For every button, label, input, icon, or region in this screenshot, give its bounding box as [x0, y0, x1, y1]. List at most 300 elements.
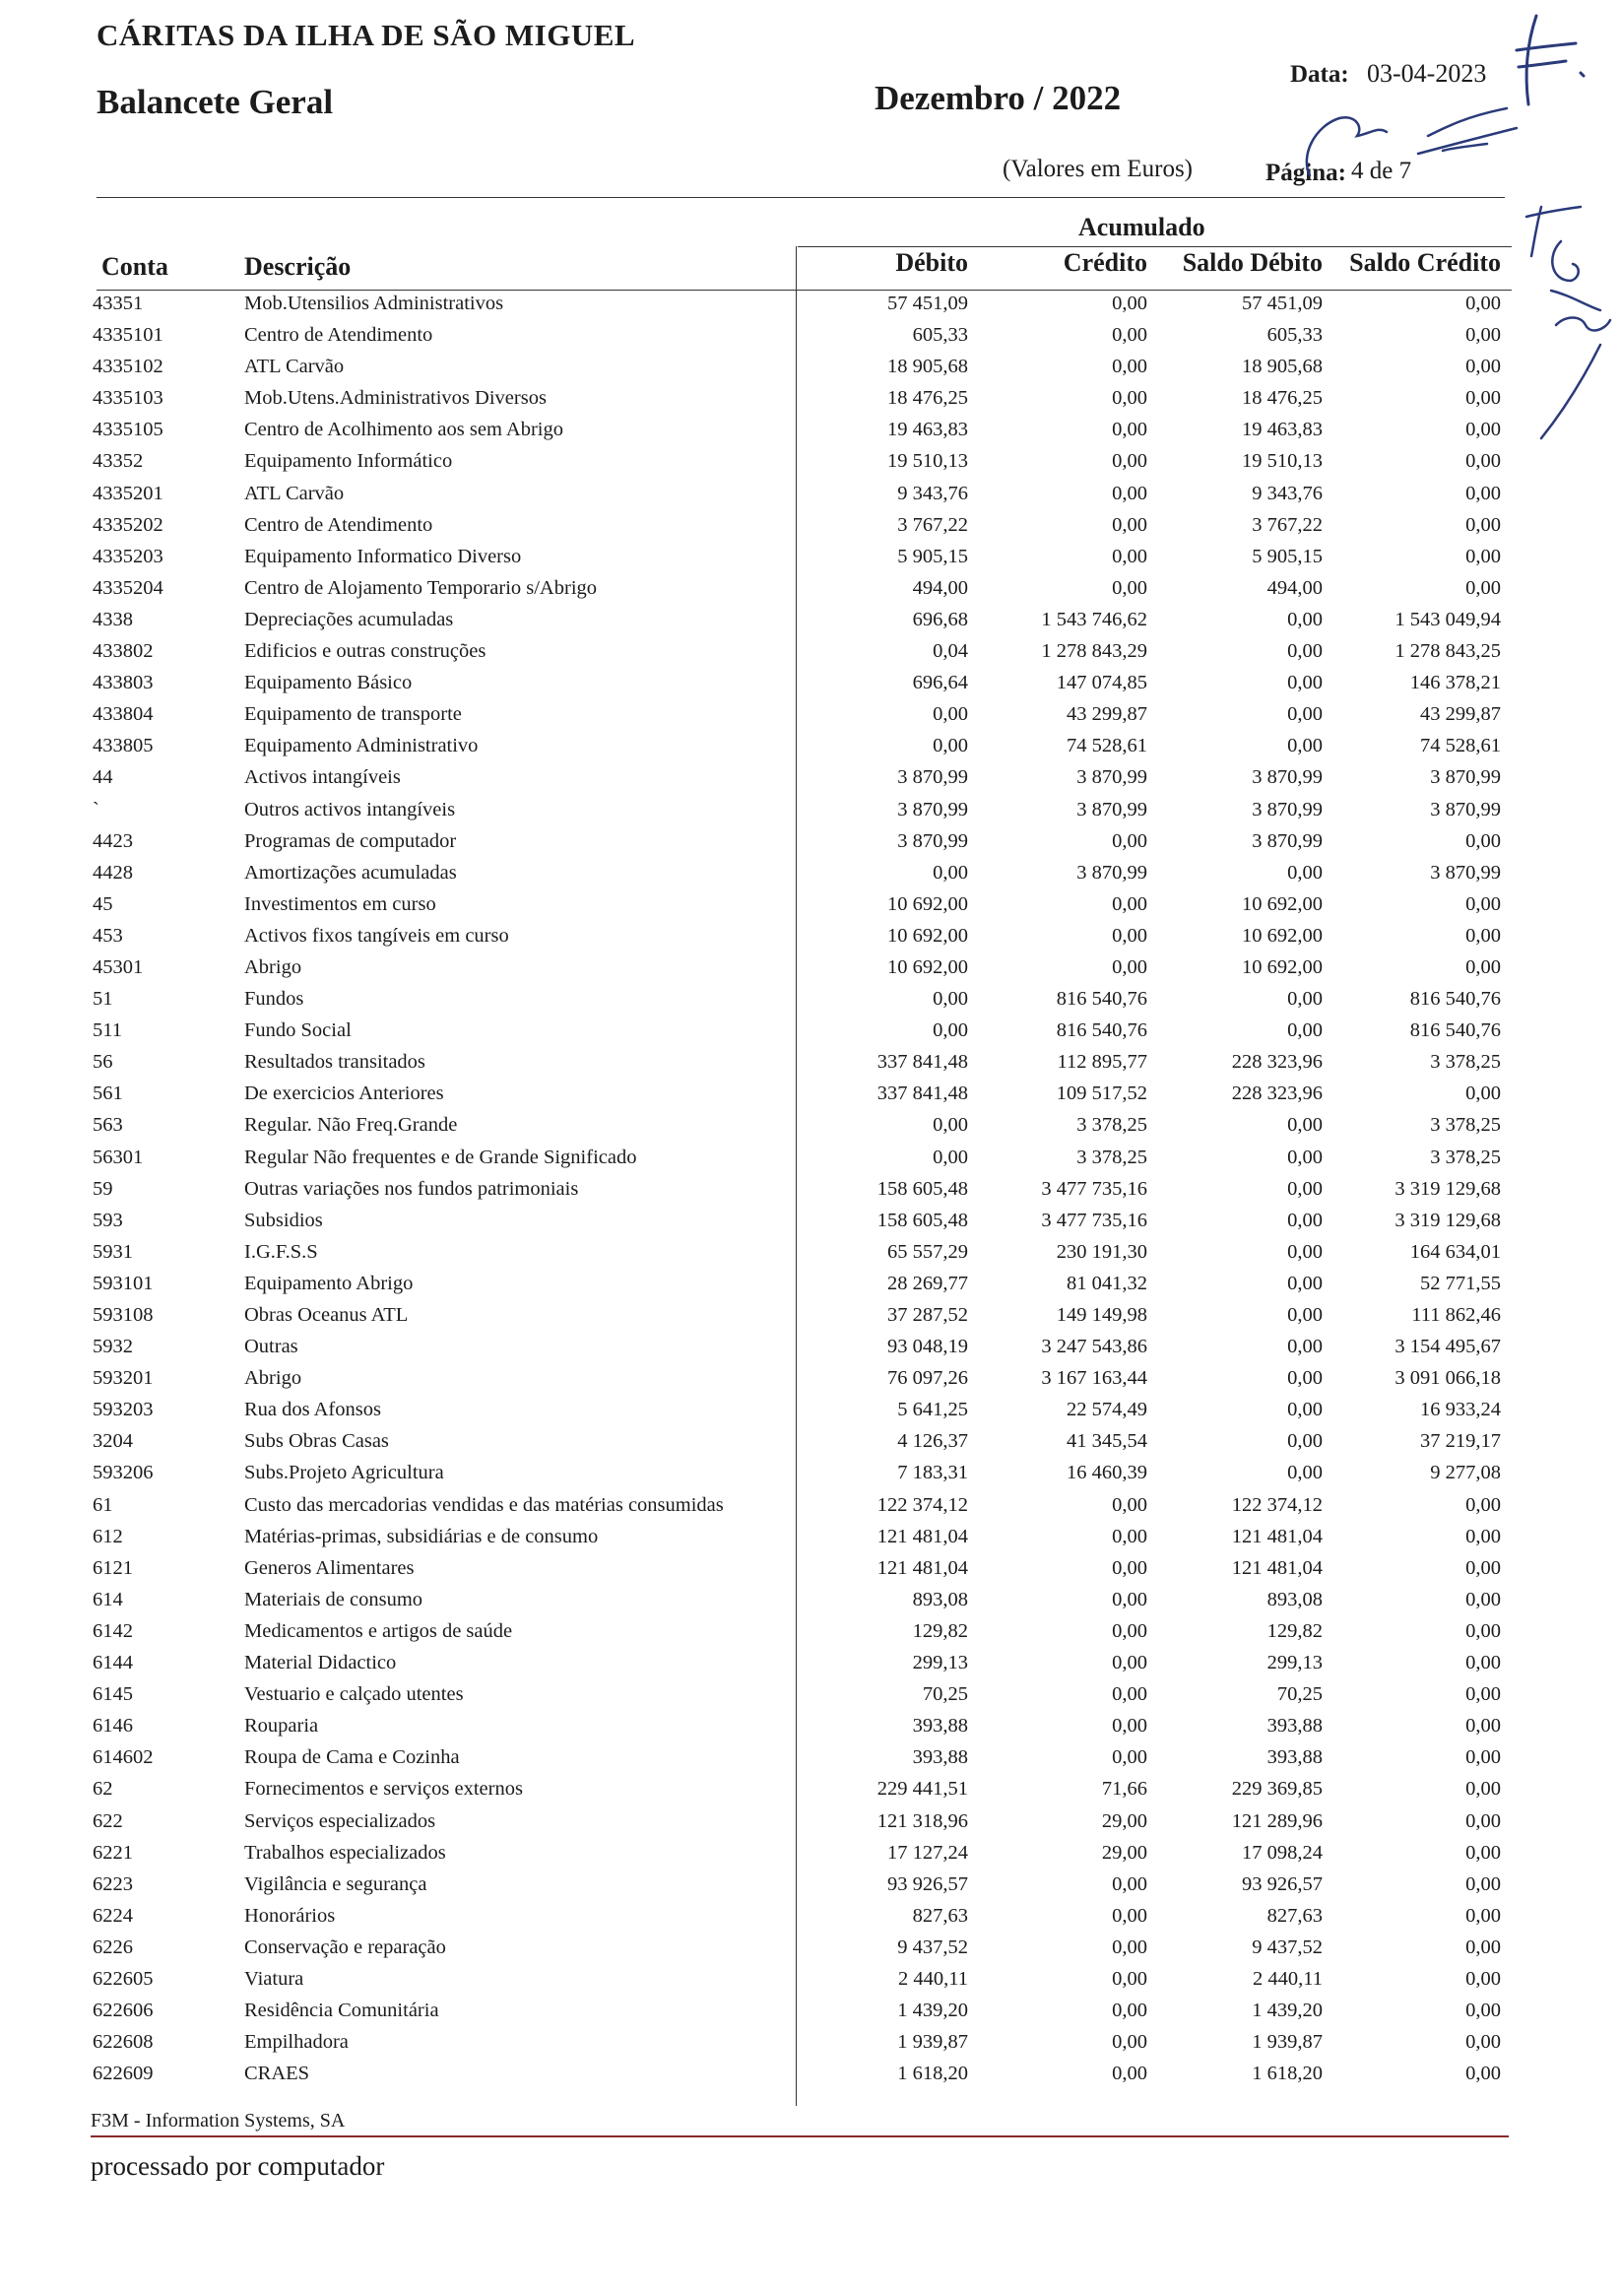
- credit-amount: 74 528,61: [1067, 735, 1147, 757]
- credit-balance-amount: 3 378,25: [1430, 1146, 1501, 1168]
- credit-balance-amount: 0,00: [1465, 513, 1501, 536]
- credit-balance-amount: 0,00: [1465, 1841, 1501, 1864]
- debit-balance-amount: 0,00: [1287, 1019, 1323, 1042]
- debit-balance-amount: 121 289,96: [1231, 1809, 1323, 1832]
- debit-amount: 18 905,68: [887, 356, 968, 378]
- account-description: Amortizações acumuladas: [244, 861, 457, 884]
- account-description: Empilhadora: [244, 2031, 349, 2054]
- signature-scribble-mark: [1270, 97, 1526, 190]
- table-row: [0, 1460, 1621, 1491]
- credit-balance-amount: 0,00: [1465, 576, 1501, 599]
- account-description: Programas de computador: [244, 829, 457, 852]
- debit-balance-amount: 10 692,00: [1242, 892, 1323, 915]
- account-code: 433805: [93, 735, 154, 757]
- credit-amount: 0,00: [1112, 1872, 1147, 1895]
- credit-amount: 0,00: [1112, 924, 1147, 947]
- credit-balance-amount: 0,00: [1465, 1556, 1501, 1579]
- debit-amount: 10 692,00: [887, 892, 968, 915]
- credit-balance-amount: 0,00: [1465, 356, 1501, 378]
- debit-balance-amount: 0,00: [1287, 1304, 1323, 1326]
- credit-amount: 3 247 543,86: [1041, 1336, 1147, 1358]
- debit-column-header: Débito: [895, 248, 968, 277]
- credit-balance-amount: 52 771,55: [1420, 1272, 1501, 1294]
- credit-amount: 22 574,49: [1067, 1399, 1147, 1421]
- debit-balance-amount: 393,88: [1266, 1746, 1323, 1769]
- debit-amount: 70,25: [922, 1683, 968, 1706]
- debit-amount: 3 767,22: [897, 513, 968, 536]
- credit-amount: 0,00: [1112, 513, 1147, 536]
- account-code: 4335204: [93, 576, 163, 599]
- table-row: [0, 607, 1621, 638]
- account-code: 6121: [93, 1556, 133, 1579]
- table-row: [0, 1492, 1621, 1524]
- account-code: 3204: [93, 1430, 133, 1453]
- table-row: [0, 512, 1621, 544]
- account-description: ATL Carvão: [244, 356, 345, 378]
- credit-balance-amount: 0,00: [1465, 1872, 1501, 1895]
- account-code: 4335102: [93, 356, 163, 378]
- credit-amount: 230 191,30: [1056, 1240, 1147, 1263]
- account-code: 4338: [93, 608, 133, 630]
- debit-amount: 158 605,48: [876, 1177, 968, 1200]
- debit-balance-amount: 0,00: [1287, 988, 1323, 1011]
- debit-amount: 3 870,99: [897, 766, 968, 789]
- account-description: Medicamentos e artigos de saúde: [244, 1619, 513, 1642]
- credit-balance-amount: 146 378,21: [1409, 672, 1501, 694]
- credit-amount: 3 870,99: [1076, 766, 1147, 789]
- debit-amount: 5 905,15: [897, 545, 968, 567]
- account-description: ATL Carvão: [244, 482, 345, 504]
- credit-balance-amount: 37 219,17: [1420, 1430, 1501, 1453]
- table-row: [0, 1776, 1621, 1807]
- credit-balance-amount: 9 277,08: [1430, 1462, 1501, 1484]
- credit-amount: 0,00: [1112, 1525, 1147, 1547]
- table-row: [0, 670, 1621, 701]
- account-code: 5932: [93, 1336, 133, 1358]
- account-code: 6144: [93, 1652, 133, 1674]
- debit-balance-amount: 19 510,13: [1242, 450, 1323, 473]
- table-row: [0, 1397, 1621, 1428]
- page-label: Página:: [1265, 160, 1346, 186]
- credit-balance-amount: 0,00: [1465, 1935, 1501, 1958]
- table-row: [0, 1081, 1621, 1112]
- credit-amount: 0,00: [1112, 1556, 1147, 1579]
- debit-balance-column-header: Saldo Débito: [1182, 248, 1323, 277]
- credit-amount: 0,00: [1112, 829, 1147, 852]
- account-description: Vigilância e segurança: [244, 1872, 427, 1895]
- account-code: 614602: [93, 1746, 154, 1769]
- table-row: [0, 1428, 1621, 1460]
- account-code: 43352: [93, 450, 144, 473]
- credit-amount: 112 895,77: [1057, 1051, 1147, 1074]
- table-row: [0, 1112, 1621, 1144]
- account-description: Equipamento Informático: [244, 450, 453, 473]
- account-description: Vestuario e calçado utentes: [244, 1683, 464, 1706]
- account-code: 6224: [93, 1904, 133, 1927]
- debit-balance-amount: 0,00: [1287, 1462, 1323, 1484]
- credit-balance-amount: 0,00: [1465, 450, 1501, 473]
- account-code: 62: [93, 1778, 113, 1801]
- table-row: [0, 575, 1621, 607]
- debit-balance-amount: 3 870,99: [1252, 766, 1323, 789]
- debit-amount: 0,00: [933, 1114, 968, 1137]
- account-code: 593108: [93, 1304, 154, 1326]
- credit-balance-amount: 3 870,99: [1430, 861, 1501, 884]
- table-row: [0, 1239, 1621, 1271]
- table-row: [0, 385, 1621, 417]
- credit-amount: 0,00: [1112, 293, 1147, 314]
- debit-balance-amount: 0,00: [1287, 703, 1323, 726]
- debit-balance-amount: 70,25: [1276, 1683, 1323, 1706]
- credit-balance-amount: 0,00: [1465, 545, 1501, 567]
- account-code: 593203: [93, 1399, 154, 1421]
- debit-amount: 93 926,57: [887, 1872, 968, 1895]
- debit-amount: 3 870,99: [897, 798, 968, 820]
- credit-balance-amount: 3 319 129,68: [1394, 1209, 1501, 1231]
- page-number: 4 de 7: [1351, 158, 1412, 184]
- table-row: [0, 1871, 1621, 1903]
- table-row: [0, 1618, 1621, 1650]
- debit-balance-amount: 10 692,00: [1242, 924, 1323, 947]
- debit-amount: 3 870,99: [897, 829, 968, 852]
- credit-balance-amount: 0,00: [1465, 924, 1501, 947]
- debit-amount: 121 481,04: [876, 1556, 968, 1579]
- debit-amount: 0,00: [933, 735, 968, 757]
- debit-balance-amount: 93 926,57: [1242, 1872, 1323, 1895]
- debit-amount: 2 440,11: [898, 1967, 968, 1990]
- credit-amount: 3 378,25: [1076, 1114, 1147, 1137]
- table-row: [0, 891, 1621, 923]
- credit-balance-amount: 3 091 066,18: [1394, 1367, 1501, 1390]
- credit-amount: 0,00: [1112, 892, 1147, 915]
- debit-amount: 696,68: [912, 608, 968, 630]
- table-row: [0, 1808, 1621, 1840]
- date-value: 03-04-2023: [1367, 59, 1487, 88]
- debit-amount: 37 287,52: [887, 1304, 968, 1326]
- account-description: Viatura: [244, 1967, 304, 1990]
- debit-balance-amount: 0,00: [1287, 1399, 1323, 1421]
- account-description: Depreciações acumuladas: [244, 608, 454, 630]
- account-description: Fornecimentos e serviços externos: [244, 1778, 523, 1801]
- credit-balance-amount: 164 634,01: [1409, 1240, 1501, 1263]
- credit-amount: 3 378,25: [1076, 1146, 1147, 1168]
- table-row: [0, 1744, 1621, 1776]
- debit-amount: 0,00: [933, 861, 968, 884]
- account-description: Residência Comunitária: [244, 2000, 439, 2022]
- debit-amount: 0,00: [933, 1019, 968, 1042]
- table-row: [0, 1935, 1621, 1966]
- credit-amount: 71,66: [1101, 1778, 1147, 1801]
- debit-balance-amount: 1 939,87: [1252, 2031, 1323, 2054]
- account-description: Activos intangíveis: [244, 766, 401, 789]
- account-description: Mob.Utens.Administrativos Diversos: [244, 387, 547, 410]
- account-code: 593101: [93, 1272, 154, 1294]
- credit-balance-amount: 0,00: [1465, 419, 1501, 441]
- account-code: 593201: [93, 1367, 154, 1390]
- account-code: 45: [93, 892, 113, 915]
- debit-amount: 122 374,12: [876, 1493, 968, 1516]
- currency-units-note: (Valores em Euros): [1003, 156, 1193, 182]
- debit-amount: 9 437,52: [897, 1935, 968, 1958]
- debit-balance-amount: 229 369,85: [1231, 1778, 1323, 1801]
- table-row: [0, 954, 1621, 986]
- debit-amount: 1 939,87: [897, 2031, 968, 2054]
- account-code: 4428: [93, 861, 133, 884]
- credit-balance-amount: 1 278 843,25: [1394, 640, 1501, 663]
- account-description: Outras variações nos fundos patrimoniais: [244, 1177, 579, 1200]
- credit-balance-amount: 0,00: [1465, 1683, 1501, 1706]
- footer-rule: [91, 2135, 1509, 2137]
- debit-amount: 0,00: [933, 988, 968, 1011]
- account-description: Material Didactico: [244, 1652, 397, 1674]
- debit-amount: 121 318,96: [876, 1809, 968, 1832]
- credit-amount: 29,00: [1101, 1841, 1147, 1864]
- credit-balance-amount: 816 540,76: [1409, 1019, 1501, 1042]
- table-row: [0, 1903, 1621, 1935]
- account-description: Custo das mercadorias vendidas e das matérias consumidas: [244, 1493, 724, 1516]
- account-description: I.G.F.S.S: [244, 1240, 318, 1263]
- account-description: Equipamento Abrigo: [244, 1272, 414, 1294]
- credit-balance-amount: 43 299,87: [1420, 703, 1501, 726]
- report-title: Balancete Geral: [97, 83, 334, 121]
- credit-amount: 29,00: [1101, 1809, 1147, 1832]
- account-code: 6221: [93, 1841, 133, 1864]
- account-description: Centro de Atendimento: [244, 513, 433, 536]
- debit-amount: 393,88: [912, 1746, 968, 1769]
- account-code: 4423: [93, 829, 133, 852]
- account-code: 511: [93, 1019, 122, 1042]
- table-row: [0, 448, 1621, 480]
- credit-balance-amount: 3 870,99: [1430, 766, 1501, 789]
- debit-balance-amount: 9 437,52: [1252, 1935, 1323, 1958]
- debit-balance-amount: 827,63: [1266, 1904, 1323, 1927]
- account-description: Serviços especializados: [244, 1809, 436, 1832]
- debit-amount: 5 641,25: [897, 1399, 968, 1421]
- credit-amount: 816 540,76: [1056, 988, 1147, 1011]
- account-code: 4335101: [93, 324, 163, 347]
- account-code: 5931: [93, 1240, 133, 1263]
- credit-balance-amount: 0,00: [1465, 2031, 1501, 2054]
- debit-balance-amount: 605,33: [1266, 324, 1323, 347]
- debit-balance-amount: 121 481,04: [1231, 1556, 1323, 1579]
- credit-amount: 0,00: [1112, 1967, 1147, 1990]
- credit-balance-column-header: Saldo Crédito: [1349, 248, 1501, 277]
- account-description: Rua dos Afonsos: [244, 1399, 381, 1421]
- account-description: Rouparia: [244, 1715, 319, 1738]
- debit-balance-amount: 0,00: [1287, 1146, 1323, 1168]
- debit-balance-amount: 0,00: [1287, 1240, 1323, 1263]
- debit-amount: 10 692,00: [887, 955, 968, 978]
- debit-balance-amount: 0,00: [1287, 672, 1323, 694]
- debit-balance-amount: 0,00: [1287, 608, 1323, 630]
- credit-balance-amount: 0,00: [1465, 2063, 1501, 2085]
- credit-balance-amount: 0,00: [1465, 387, 1501, 410]
- credit-balance-amount: 0,00: [1465, 1525, 1501, 1547]
- credit-balance-amount: 0,00: [1465, 892, 1501, 915]
- account-description: Activos fixos tangíveis em curso: [244, 924, 509, 947]
- account-code: 4335103: [93, 387, 163, 410]
- debit-amount: 121 481,04: [876, 1525, 968, 1547]
- account-code: 56: [93, 1051, 113, 1074]
- account-code: 612: [93, 1525, 123, 1547]
- credit-amount: 81 041,32: [1067, 1272, 1147, 1294]
- debit-amount: 4 126,37: [897, 1430, 968, 1453]
- debit-amount: 9 343,76: [897, 482, 968, 504]
- debit-amount: 129,82: [912, 1619, 968, 1642]
- debit-balance-amount: 0,00: [1287, 1367, 1323, 1390]
- debit-amount: 19 510,13: [887, 450, 968, 473]
- table-row: [0, 638, 1621, 670]
- debit-amount: 17 127,24: [887, 1841, 968, 1864]
- debit-balance-amount: 393,88: [1266, 1715, 1323, 1738]
- credit-balance-amount: 3 378,25: [1430, 1114, 1501, 1137]
- account-code: 622: [93, 1809, 123, 1832]
- table-row: [0, 1208, 1621, 1239]
- table-row: [0, 733, 1621, 764]
- account-code: 4335202: [93, 513, 163, 536]
- credit-balance-amount: 0,00: [1465, 829, 1501, 852]
- account-description: Fundo Social: [244, 1019, 352, 1042]
- account-code: 45301: [93, 955, 144, 978]
- ledger-table-body: [0, 291, 1621, 2092]
- debit-balance-amount: 3 767,22: [1252, 513, 1323, 536]
- debit-balance-amount: 57 451,09: [1242, 293, 1323, 314]
- account-description: Subsidios: [244, 1209, 323, 1231]
- account-code: 6226: [93, 1935, 133, 1958]
- table-row: [0, 354, 1621, 385]
- credit-amount: 0,00: [1112, 545, 1147, 567]
- credit-balance-amount: 0,00: [1465, 955, 1501, 978]
- table-row: [0, 1587, 1621, 1618]
- account-code: 433804: [93, 703, 154, 726]
- account-code: 56301: [93, 1146, 144, 1168]
- account-code: 4335201: [93, 482, 163, 504]
- credit-balance-amount: 0,00: [1465, 1904, 1501, 1927]
- account-description: Regular. Não Freq.Grande: [244, 1114, 458, 1137]
- credit-amount: 0,00: [1112, 1715, 1147, 1738]
- debit-amount: 0,00: [933, 1146, 968, 1168]
- debit-balance-amount: 494,00: [1266, 576, 1323, 599]
- table-row: [0, 986, 1621, 1017]
- account-code: 433803: [93, 672, 154, 694]
- account-description: Subs Obras Casas: [244, 1430, 389, 1453]
- account-description: Obras Oceanus ATL: [244, 1304, 409, 1326]
- debit-amount: 65 557,29: [887, 1240, 968, 1263]
- header-top-rule: [97, 197, 1505, 198]
- debit-amount: 1 439,20: [897, 2000, 968, 2022]
- credit-balance-amount: 3 378,25: [1430, 1051, 1501, 1074]
- table-row: [0, 1365, 1621, 1397]
- debit-amount: 93 048,19: [887, 1336, 968, 1358]
- account-code: 61: [93, 1493, 113, 1516]
- debit-balance-amount: 0,00: [1287, 1209, 1323, 1231]
- account-description: Equipamento de transporte: [244, 703, 462, 726]
- table-row: [0, 701, 1621, 733]
- table-row: [0, 1017, 1621, 1049]
- credit-amount: 1 543 746,62: [1041, 608, 1147, 630]
- account-description: Equipamento Básico: [244, 672, 413, 694]
- credit-amount: 0,00: [1112, 324, 1147, 347]
- debit-amount: 158 605,48: [876, 1209, 968, 1231]
- date-label: Data:: [1290, 61, 1349, 88]
- account-code: 622606: [93, 2000, 154, 2022]
- debit-balance-amount: 0,00: [1287, 1336, 1323, 1358]
- account-code: 622608: [93, 2031, 154, 2054]
- account-code: 44: [93, 766, 113, 789]
- debit-amount: 57 451,09: [887, 293, 968, 314]
- account-description: Investimentos em curso: [244, 892, 436, 915]
- table-row: [0, 481, 1621, 512]
- account-description: Centro de Alojamento Temporario s/Abrigo: [244, 576, 598, 599]
- account-description: Fundos: [244, 988, 304, 1011]
- debit-balance-amount: 3 870,99: [1252, 829, 1323, 852]
- account-code: 6142: [93, 1619, 133, 1642]
- organization-name: CÁRITAS DA ILHA DE SÃO MIGUEL: [97, 18, 636, 52]
- debit-balance-amount: 121 481,04: [1231, 1525, 1323, 1547]
- debit-amount: 1 618,20: [897, 2063, 968, 2085]
- debit-amount: 229 441,51: [876, 1778, 968, 1801]
- credit-amount: 1 278 843,29: [1041, 640, 1147, 663]
- table-row: [0, 2029, 1621, 2061]
- credit-amount: 0,00: [1112, 1652, 1147, 1674]
- debit-balance-amount: 893,08: [1266, 1588, 1323, 1610]
- credit-amount: 0,00: [1112, 2063, 1147, 2085]
- credit-balance-amount: 0,00: [1465, 1652, 1501, 1674]
- debit-amount: 7 183,31: [897, 1462, 968, 1484]
- account-description: Centro de Atendimento: [244, 324, 433, 347]
- account-code: 614: [93, 1588, 123, 1610]
- table-row: [0, 544, 1621, 575]
- table-row: [0, 1650, 1621, 1681]
- account-description: Abrigo: [244, 955, 302, 978]
- credit-balance-amount: 0,00: [1465, 1588, 1501, 1610]
- table-row: [0, 1271, 1621, 1302]
- debit-balance-amount: 228 323,96: [1231, 1082, 1323, 1105]
- account-code: 593: [93, 1209, 123, 1231]
- credit-balance-amount: 3 870,99: [1430, 798, 1501, 820]
- table-row: [0, 1555, 1621, 1587]
- debit-balance-amount: 129,82: [1266, 1619, 1323, 1642]
- account-description: Conservação e reparação: [244, 1935, 446, 1958]
- account-description: Generos Alimentares: [244, 1556, 415, 1579]
- credit-amount: 0,00: [1112, 955, 1147, 978]
- debit-balance-amount: 0,00: [1287, 1272, 1323, 1294]
- credit-amount: 3 477 735,16: [1041, 1209, 1147, 1231]
- account-code: 4335203: [93, 545, 163, 567]
- credit-amount: 43 299,87: [1067, 703, 1147, 726]
- credit-balance-amount: 0,00: [1465, 1967, 1501, 1990]
- credit-amount: 0,00: [1112, 1588, 1147, 1610]
- debit-amount: 494,00: [912, 576, 968, 599]
- credit-amount: 3 870,99: [1076, 861, 1147, 884]
- account-description: Mob.Utensilios Administrativos: [244, 293, 504, 314]
- credit-amount: 0,00: [1112, 482, 1147, 504]
- account-column-header: Conta: [101, 252, 168, 281]
- software-vendor: F3M - Information Systems, SA: [91, 2110, 346, 2132]
- account-description: Edificios e outras construções: [244, 640, 486, 663]
- debit-balance-amount: 2 440,11: [1253, 1967, 1323, 1990]
- debit-amount: 0,00: [933, 703, 968, 726]
- debit-amount: 827,63: [912, 1904, 968, 1927]
- debit-amount: 10 692,00: [887, 924, 968, 947]
- credit-balance-amount: 0,00: [1465, 1746, 1501, 1769]
- table-row: [0, 828, 1621, 860]
- debit-amount: 696,64: [912, 672, 968, 694]
- account-code: 453: [93, 924, 123, 947]
- credit-amount: 0,00: [1112, 1619, 1147, 1642]
- debit-balance-amount: 17 098,24: [1242, 1841, 1323, 1864]
- table-row: [0, 1998, 1621, 2029]
